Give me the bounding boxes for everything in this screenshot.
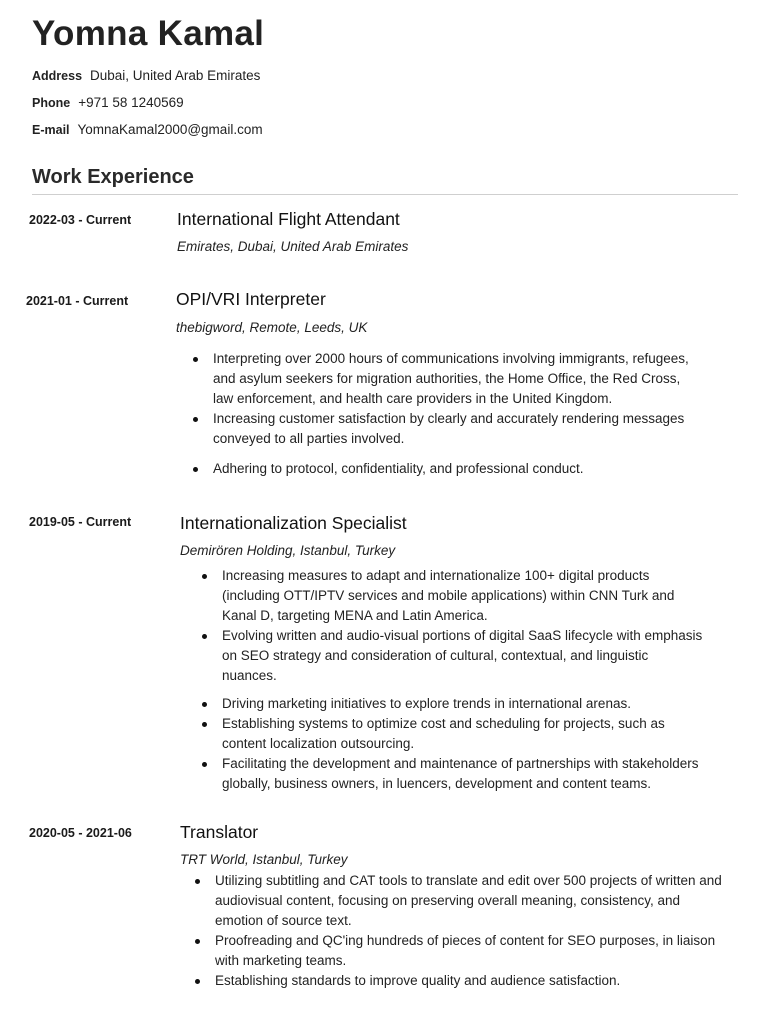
job-date: 2020-05 - 2021-06 [29, 826, 132, 840]
section-title-work-experience: Work Experience [32, 166, 194, 188]
job-title: International Flight Attendant [177, 209, 400, 229]
job-bullet-list [222, 566, 704, 794]
phone-row [32, 95, 184, 110]
address-row [32, 68, 260, 83]
email-row [32, 122, 263, 137]
job-bullet: Increasing measures to adapt and internationalize 100+ digital products (including OTT/IPTV services and mobile applications) within CNN Turk and Kanal D, targeting MENA and Latin America. [222, 566, 704, 626]
job-bullet: Establishing standards to improve quality and audience satisfaction. [215, 971, 730, 991]
job-date: 2021-01 - Current [26, 294, 129, 308]
section-divider [32, 194, 738, 195]
job-bullet: Adhering to protocol, confidentiality, and professional conduct. [213, 459, 693, 479]
email-value: YomnaKamal2000@gmail.com [77, 122, 263, 137]
job-date: 2019-05 - Current [29, 515, 132, 529]
address-label: Address [32, 69, 83, 83]
job-title: Internationalization Specialist [180, 513, 407, 533]
phone-value: +971 58 1240569 [78, 95, 184, 110]
candidate-name: Yomna Kamal [32, 14, 265, 53]
job-bullet: Increasing customer satisfaction by clearly and accurately rendering messages conveyed to all parties involved. [213, 409, 693, 449]
job-bullet: Evolving written and audio-visual portions of digital SaaS lifecycle with emphasis on SEO strategy and consideration of cultural, contextual, and linguistic nuances. [222, 626, 704, 686]
phone-label: Phone [32, 96, 71, 110]
job-company: Emirates, Dubai, United Arab Emirates [177, 239, 409, 254]
email-label: E-mail [32, 123, 70, 137]
job-company: TRT World, Istanbul, Turkey [180, 852, 348, 867]
job-bullet: Establishing systems to optimize cost and scheduling for projects, such as content localization outsourcing. [222, 714, 704, 754]
job-bullet-list [215, 871, 730, 991]
job-title: Translator [180, 822, 259, 842]
job-bullet: Interpreting over 2000 hours of communications involving immigrants, refugees, and asylum seekers for migration authorities, the Home Office, the Red Cross, law enforcement, and health care providers in the United Kingdom. [213, 349, 693, 409]
job-bullet: Utilizing subtitling and CAT tools to translate and edit over 500 projects of written and audiovisual content, focusing on preserving overall meaning, consistency, and emotion of source text. [215, 871, 730, 931]
job-company: Demirören Holding, Istanbul, Turkey [180, 543, 396, 558]
job-bullet: Driving marketing initiatives to explore trends in international arenas. [222, 694, 704, 714]
job-bullet: Facilitating the development and maintenance of partnerships with stakeholders globally, business owners, in luencers, development and content teams. [222, 754, 704, 794]
job-bullet-list [213, 349, 693, 479]
job-title: OPI/VRI Interpreter [176, 289, 326, 309]
address-value: Dubai, United Arab Emirates [90, 68, 261, 83]
job-date: 2022-03 - Current [29, 213, 132, 227]
job-company: thebigword, Remote, Leeds, UK [176, 320, 368, 335]
job-bullet: Proofreading and QC'ing hundreds of pieces of content for SEO purposes, in liaison with marketing teams. [215, 931, 730, 971]
